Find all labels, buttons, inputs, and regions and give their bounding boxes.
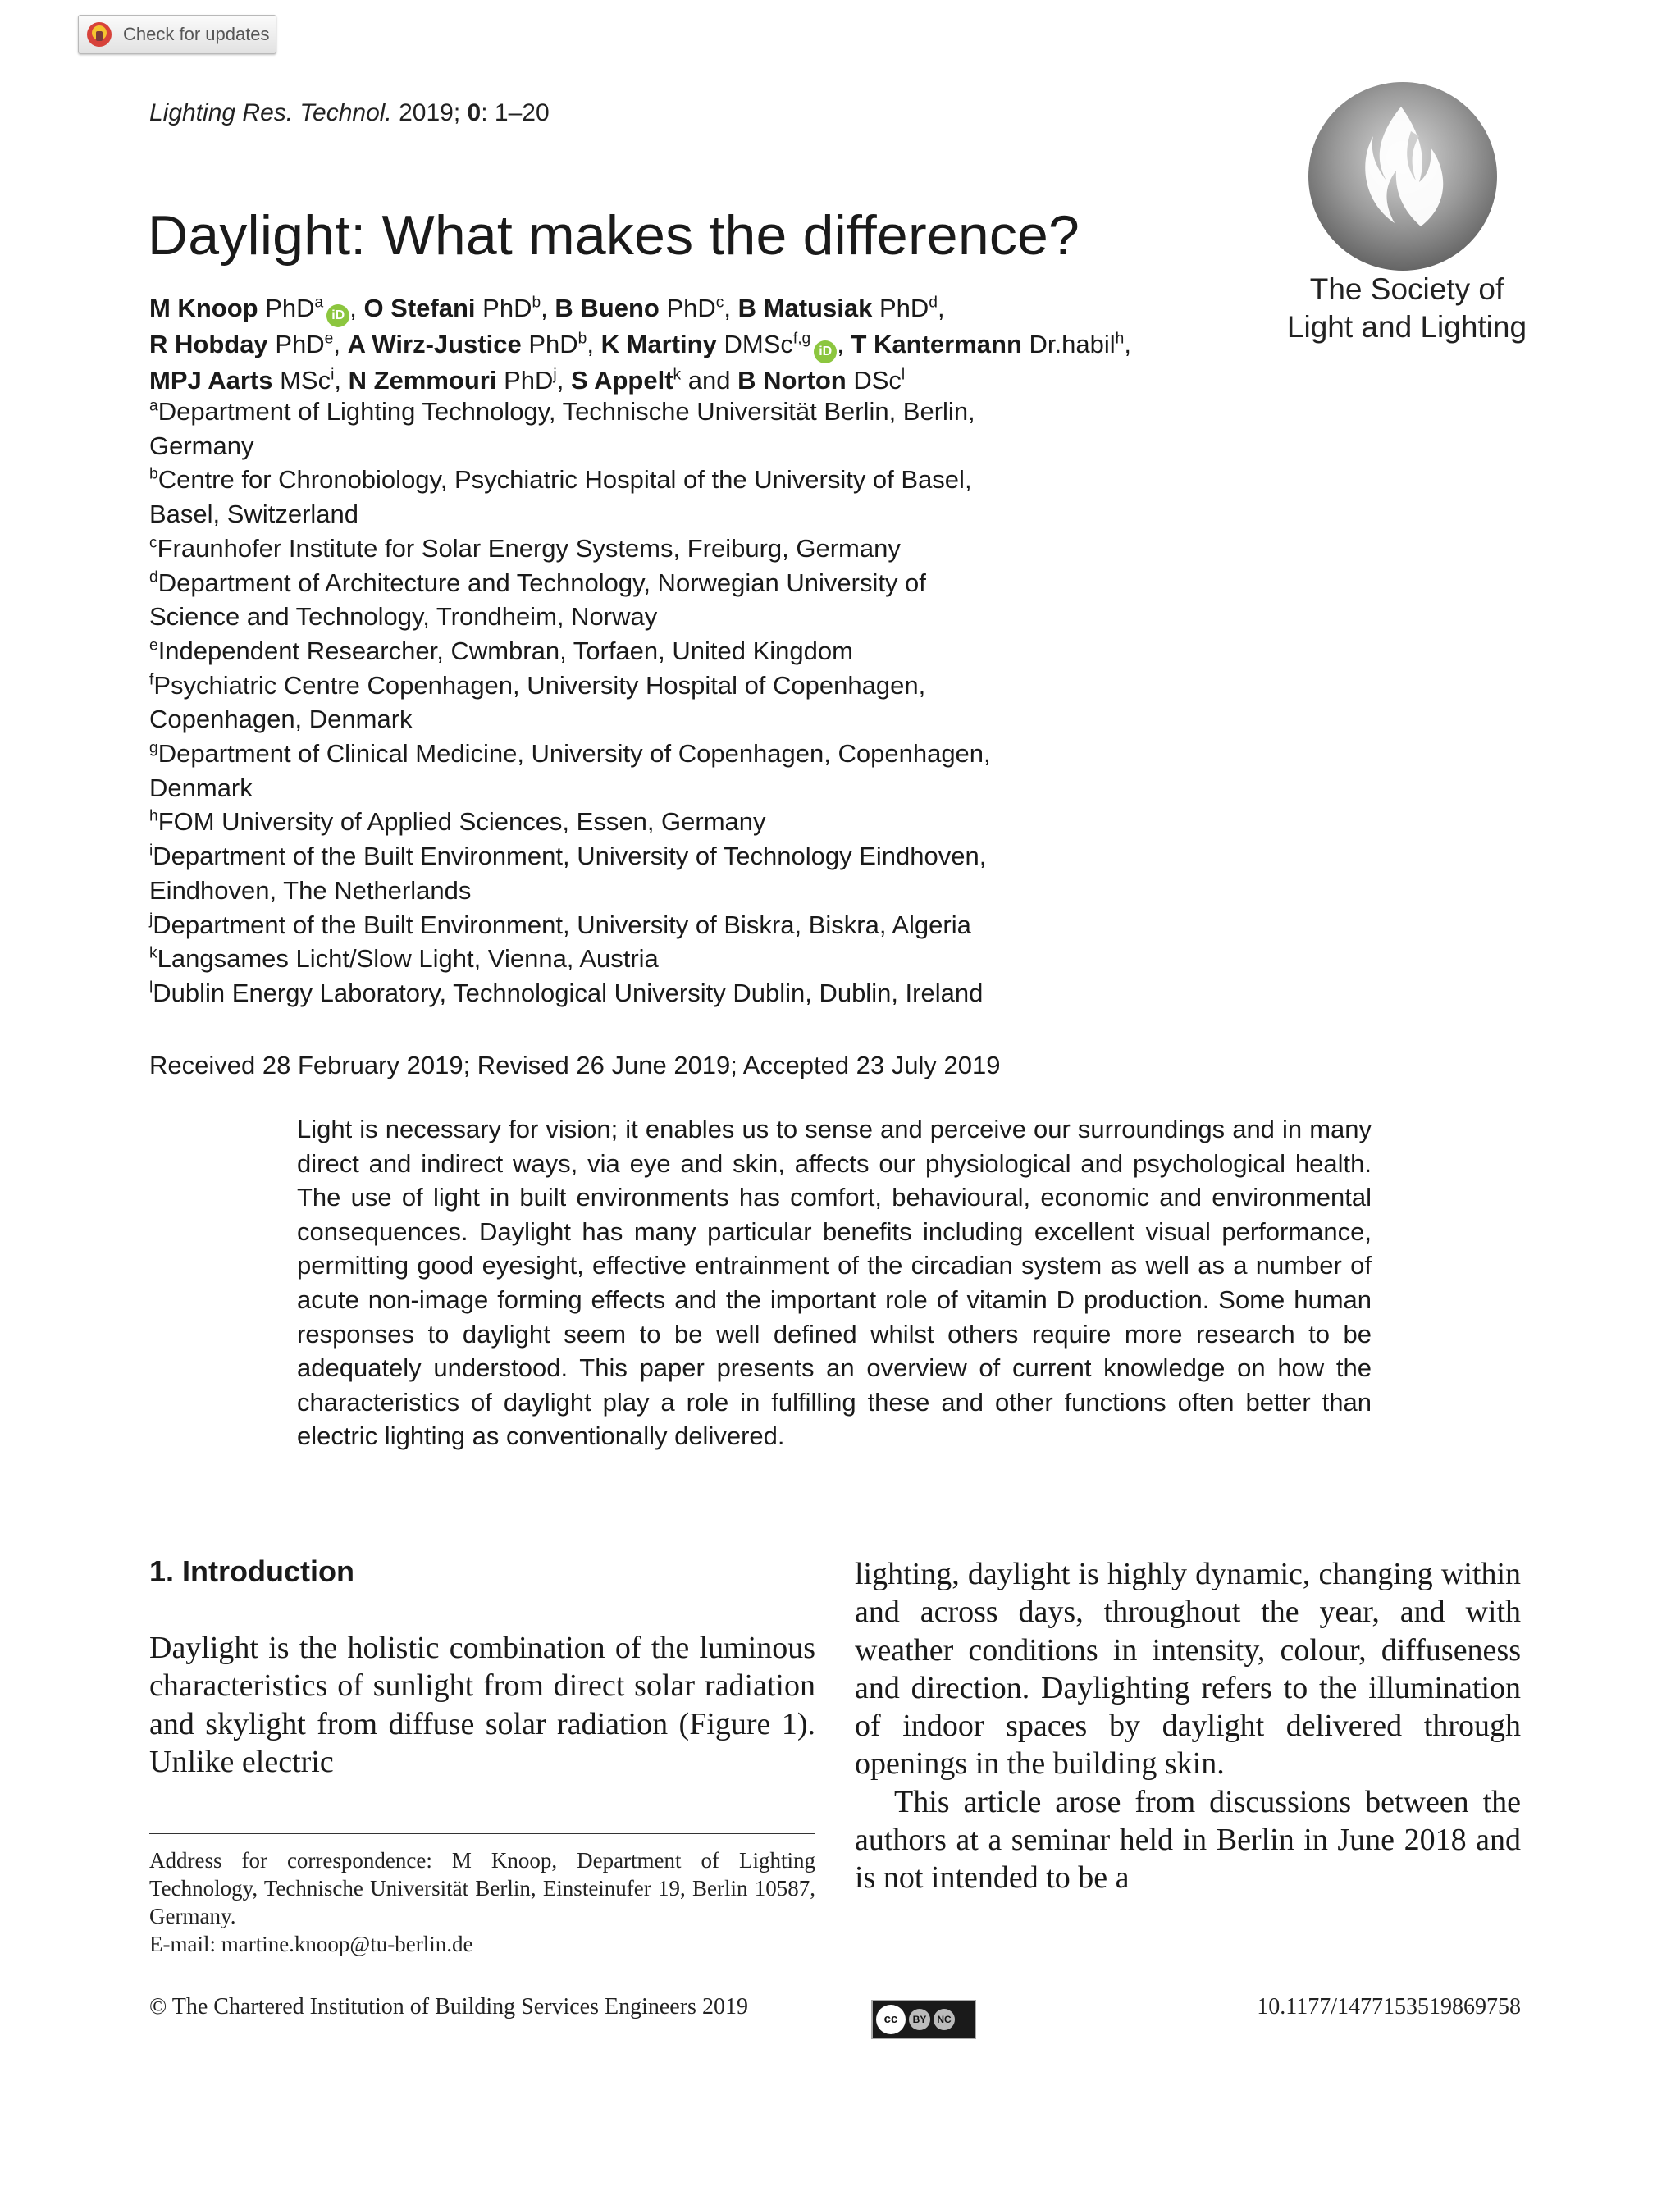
affiliation-line <box>149 429 1216 463</box>
affiliation-line <box>149 634 1216 669</box>
affiliation-line <box>149 395 1216 429</box>
affiliation-text: Department of Clinical Medicine, University of Copenhagen, Copenhagen, <box>158 739 991 769</box>
affiliation-text: Basel, Switzerland <box>149 500 359 529</box>
society-logo <box>1304 82 1501 271</box>
check-for-updates-label: Check for updates <box>123 24 270 44</box>
author-affiliation-mark: b <box>578 330 587 348</box>
author-separator: , <box>541 294 548 322</box>
abstract: Light is necessary for vision; it enables us to sense and perceive our surroundings and in many direct and indirect ways, via eye and skin, affects our physiological and psychological health. The use of light in built environments has comfort, behavioural, economic and environmental consequences. Daylight has many particular benefits including excellent visual performance, permitting good eyesight, effective entrainment of the circadian system as well as a number of acute non-image forming effects and the important role of vitamin D production. Some human responses to daylight seem to be well defined whilst others require more research to be adequately understood. This paper presents an overview of current knowledge on how the characteristics of daylight play a role in fulfilling these and other functions often better than electric lighting as conventionally delivered. <box>297 1115 1372 1451</box>
affiliation-text: Eindhoven, The Netherlands <box>149 875 472 905</box>
author-separator: , <box>837 330 844 358</box>
correspondence-footnote <box>149 1846 815 1958</box>
affiliation-line <box>149 566 1216 600</box>
affiliation-line <box>149 497 1216 532</box>
author-degree: PhD <box>879 294 929 322</box>
author-degree: Dr.habil <box>1029 330 1116 358</box>
journal-reference <box>149 99 550 127</box>
author-degree: MSc <box>280 366 331 395</box>
flame-icon <box>1304 82 1501 271</box>
journal-name: Lighting Res. Technol. <box>149 99 392 126</box>
update-badge-icon <box>87 22 112 47</box>
nc-icon: NC <box>934 2009 955 2030</box>
author-affiliation-mark: e <box>324 330 334 348</box>
author-separator: , <box>724 294 732 322</box>
orcid-icon[interactable]: iD <box>814 340 837 363</box>
author-degree: PhD <box>504 366 554 395</box>
author-degree: PhD <box>666 294 716 322</box>
author-affiliation-mark: l <box>901 366 906 384</box>
author-affiliation-mark: j <box>553 366 557 384</box>
author-affiliation-mark: d <box>929 294 938 312</box>
author-name: A Wirz-Justice <box>347 330 522 358</box>
author-list <box>149 291 1298 398</box>
intro-paragraph-2: This article arose from discussions between the authors at a seminar held in Berlin in June 2018 and is not intended to be a <box>855 1784 1521 1896</box>
author-name: B Matusiak <box>737 294 873 322</box>
journal-volume: 0 <box>467 99 482 126</box>
affiliation-text: Department of the Built Environment, University of Biskra, Biskra, Algeria <box>153 910 971 939</box>
author-separator: , <box>587 330 594 358</box>
affiliation-mark: e <box>149 637 158 655</box>
author-name: B Bueno <box>555 294 660 322</box>
affiliation-text: Denmark <box>149 773 253 802</box>
author-degree: PhD <box>482 294 532 322</box>
affiliation-mark: a <box>149 397 158 415</box>
author-separator: , <box>334 366 341 395</box>
copyright-notice: © The Chartered Institution of Building Services Engineers 2019 <box>149 1994 748 2019</box>
author-degree: PhD <box>275 330 325 358</box>
author-name: K Martiny <box>600 330 717 358</box>
author-affiliation-mark: b <box>532 294 541 312</box>
affiliation-line <box>149 874 1216 908</box>
author-name: B Norton <box>737 366 847 395</box>
affiliation-line <box>149 532 1216 566</box>
author-name: S Appelt <box>570 366 673 395</box>
section-heading: 1. Introduction <box>149 1554 354 1588</box>
affiliation-text: Germany <box>149 431 254 460</box>
correspondence-email[interactable]: E-mail: martine.knoop@tu-berlin.de <box>149 1932 473 1956</box>
affiliation-line <box>149 771 1216 805</box>
author-name: R Hobday <box>149 330 268 358</box>
affiliation-line <box>149 805 1216 839</box>
affiliation-text: Centre for Chronobiology, Psychiatric Hospital of the University of Basel, <box>158 465 972 495</box>
author-separator: , <box>556 366 564 395</box>
affiliation-line <box>149 942 1216 976</box>
affiliation-mark: j <box>149 910 153 929</box>
author-name: M Knoop <box>149 294 258 322</box>
affiliation-text: Department of Architecture and Technology, Norwegian University of <box>158 568 926 597</box>
author-affiliation-mark: c <box>715 294 724 312</box>
author-name: T Kantermann <box>851 330 1022 358</box>
author-separator: and <box>681 366 731 395</box>
affiliation-mark: l <box>149 979 153 997</box>
intro-right-column <box>855 1555 1521 1897</box>
received-dates: Received 28 February 2019; Revised 26 June 2019; Accepted 23 July 2019 <box>149 1051 1001 1079</box>
cc-icon: cc <box>876 2005 906 2034</box>
author-affiliation-mark: i <box>331 366 335 384</box>
doi-link[interactable]: 10.1177/1477153519869758 <box>1257 1994 1521 2019</box>
affiliation-list <box>149 395 1216 1011</box>
affiliation-text: Dublin Energy Laboratory, Technological University Dublin, Dublin, Ireland <box>153 978 984 1007</box>
author-separator: , <box>349 294 357 322</box>
affiliation-mark: b <box>149 466 158 484</box>
affiliation-text: Psychiatric Centre Copenhagen, University Hospital of Copenhagen, <box>153 670 926 700</box>
author-name: O Stefani <box>363 294 476 322</box>
society-name-line2: Light and Lighting <box>1286 310 1527 344</box>
affiliation-mark: g <box>149 739 158 757</box>
author-degree: PhD <box>528 330 578 358</box>
affiliation-mark: k <box>149 944 158 962</box>
affiliation-line <box>149 976 1216 1011</box>
affiliation-text: Fraunhofer Institute for Solar Energy Systems, Freiburg, Germany <box>157 533 901 563</box>
author-separator: , <box>1124 330 1131 358</box>
affiliation-text: Department of the Built Environment, University of Technology Eindhoven, <box>153 842 987 871</box>
author-name: MPJ Aarts <box>149 366 273 395</box>
affiliation-mark: h <box>149 808 158 826</box>
author-degree: PhD <box>265 294 315 322</box>
affiliation-line <box>149 463 1216 497</box>
journal-year: 2019; <box>399 99 461 126</box>
cc-license-badge[interactable] <box>871 2000 976 2039</box>
author-affiliation-mark: a <box>314 294 324 312</box>
affiliation-mark: i <box>149 842 153 860</box>
journal-pages: : 1–20 <box>481 99 550 126</box>
author-affiliation-mark: k <box>673 366 682 384</box>
affiliation-text: Independent Researcher, Cwmbran, Torfaen, United Kingdom <box>158 636 853 665</box>
affiliation-line <box>149 908 1216 942</box>
affiliation-text: Department of Lighting Technology, Technische Universität Berlin, Berlin, <box>158 397 975 426</box>
affiliation-line <box>149 600 1216 634</box>
author-affiliation-mark: f,g <box>792 330 811 348</box>
affiliation-text: Copenhagen, Denmark <box>149 705 413 734</box>
affiliation-line <box>149 669 1216 703</box>
affiliation-line <box>149 737 1216 771</box>
by-icon: BY <box>909 2009 930 2030</box>
orcid-icon[interactable]: iD <box>326 304 349 327</box>
society-name-line1: The Society of <box>1309 272 1504 306</box>
intro-left-column: Daylight is the holistic combination of the luminous characteristics of sunlight from direct solar radiation and skylight from diffuse solar radiation (Figure 1). Unlike electric <box>149 1631 815 1779</box>
correspondence-address: Address for correspondence: M Knoop, Department of Lighting Technology, Technische Universität Berlin, Einsteinufer 19, Berlin 10587, Germany. <box>149 1848 815 1928</box>
affiliation-mark: d <box>149 568 158 586</box>
footnote-divider <box>149 1833 815 1834</box>
affiliation-text: Langsames Licht/Slow Light, Vienna, Austria <box>157 944 659 974</box>
affiliation-text: FOM University of Applied Sciences, Essen, Germany <box>158 807 766 837</box>
author-separator: , <box>937 294 945 322</box>
affiliation-mark: c <box>149 534 158 552</box>
society-name <box>1280 271 1534 346</box>
author-affiliation-mark: h <box>1115 330 1125 348</box>
author-degree: DSc <box>853 366 902 395</box>
affiliation-text: Science and Technology, Trondheim, Norway <box>149 602 658 632</box>
author-separator: , <box>333 330 340 358</box>
affiliation-line <box>149 702 1216 737</box>
author-degree: DMSc <box>724 330 793 358</box>
author-name: N Zemmouri <box>348 366 497 395</box>
affiliation-line <box>149 839 1216 874</box>
check-for-updates-button[interactable] <box>78 15 276 54</box>
intro-paragraph-1: lighting, daylight is highly dynamic, changing within and across days, throughout the year, and with weather conditions in intensity, colour, diffuseness and direction. Daylighting refers to the illumination of indoor spaces by daylight delivered through openings in the building skin. <box>855 1557 1521 1782</box>
affiliation-mark: f <box>149 671 154 689</box>
paper-title: Daylight: What makes the difference? <box>148 204 1080 267</box>
